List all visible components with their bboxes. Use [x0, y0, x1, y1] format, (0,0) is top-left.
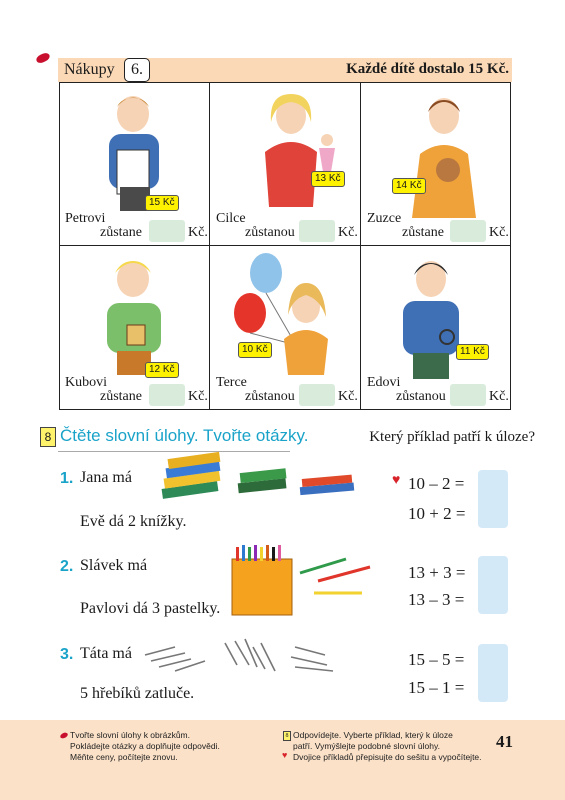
price-tag: 15 Kč [145, 195, 179, 211]
cell-verb: zůstane [402, 225, 444, 240]
currency-label: Kč. [188, 225, 208, 240]
price-tag: 10 Kč [238, 342, 272, 358]
currency-label: Kč. [338, 389, 358, 404]
task-line1: Táta má [80, 645, 132, 662]
footer-note-heart: Dvojice příkladů přepisujte do sešitu a vypočítejte. [293, 752, 482, 762]
section-title: Čtěte slovní úlohy. Tvořte otázky. [60, 426, 309, 445]
currency-label: Kč. [489, 225, 509, 240]
answer-box[interactable] [450, 220, 486, 242]
cell-name: Terce [216, 375, 247, 390]
heart-icon: ♥ [392, 473, 401, 488]
answer-box[interactable] [299, 384, 335, 406]
cell-name: Edovi [367, 375, 401, 390]
cell-name: Zuzce [367, 211, 402, 226]
answer-box[interactable] [299, 220, 335, 242]
equation-answer-box[interactable] [478, 556, 508, 614]
task-line2: Evě dá 2 knížky. [80, 513, 187, 530]
task-line2: Pavlovi dá 3 pastelky. [80, 600, 221, 617]
grid-divider [59, 245, 511, 246]
answer-box[interactable] [450, 384, 486, 406]
equation: 13 – 3 = [408, 590, 465, 609]
task-number: 2. [60, 558, 74, 575]
price-tag: 12 Kč [145, 362, 179, 378]
section-underline [58, 451, 290, 452]
crayons-illustration [230, 543, 380, 618]
equation: 15 – 5 = [408, 650, 465, 669]
answer-box[interactable] [149, 384, 185, 406]
equation-answer-box[interactable] [478, 644, 508, 702]
cell-name: Cilce [216, 211, 246, 226]
task-number: 3. [60, 646, 74, 663]
task-line1: Slávek má [80, 557, 148, 574]
books-illustration [160, 455, 360, 505]
page-number: 41 [496, 732, 513, 751]
boy-with-magnifier-illustration [395, 255, 475, 385]
section-question: Který příklad patří k úloze? [369, 429, 535, 445]
heart-icon: ♥ [282, 750, 288, 760]
currency-label: Kč. [338, 225, 358, 240]
section-number: 8 [40, 427, 56, 447]
header-title: Nákupy [64, 61, 115, 78]
cell-name: Kubovi [65, 375, 107, 390]
equation-answer-box[interactable] [478, 470, 508, 528]
price-tag: 13 Kč [311, 171, 345, 187]
girl-with-doll-illustration [255, 92, 345, 217]
cell-verb: zůstanou [396, 389, 446, 404]
task-line2: 5 hřebíků zatluče. [80, 685, 195, 702]
cell-verb: zůstanou [245, 225, 295, 240]
cell-name: Petrovi [65, 211, 106, 226]
answer-box[interactable] [149, 220, 185, 242]
cell-verb: zůstane [100, 225, 142, 240]
footer-note-left: Tvořte slovní úlohy k obrázkům. Pokládejte otázky a doplňujte odpovědi. Měňte ceny, počítejte znovu. [70, 730, 220, 762]
currency-label: Kč. [188, 389, 208, 404]
price-tag: 11 Kč [456, 344, 489, 360]
cell-verb: zůstanou [245, 389, 295, 404]
leaf-icon [35, 51, 51, 64]
equation: 10 – 2 = [408, 474, 465, 493]
price-tag: 14 Kč [392, 178, 426, 194]
girl-with-teddy-illustration [408, 92, 488, 222]
task-line1: Jana má [80, 469, 132, 486]
equation: 15 – 1 = [408, 678, 465, 697]
footer-note-right: Odpovídejte. Vyberte příklad, který k úloze patří. Vymýšlejte podobné slovní úlohy. [293, 730, 453, 751]
section-number-icon: 8 [283, 731, 291, 741]
nails-illustration [145, 635, 345, 675]
header-statement: Každé dítě dostalo 15 Kč. [346, 61, 509, 77]
currency-label: Kč. [489, 389, 509, 404]
exercise-number: 6. [124, 58, 150, 82]
equation: 10 + 2 = [408, 504, 466, 523]
cell-verb: zůstane [100, 389, 142, 404]
equation: 13 + 3 = [408, 563, 466, 582]
girl-with-balloons-illustration [230, 255, 340, 380]
task-number: 1. [60, 470, 74, 487]
